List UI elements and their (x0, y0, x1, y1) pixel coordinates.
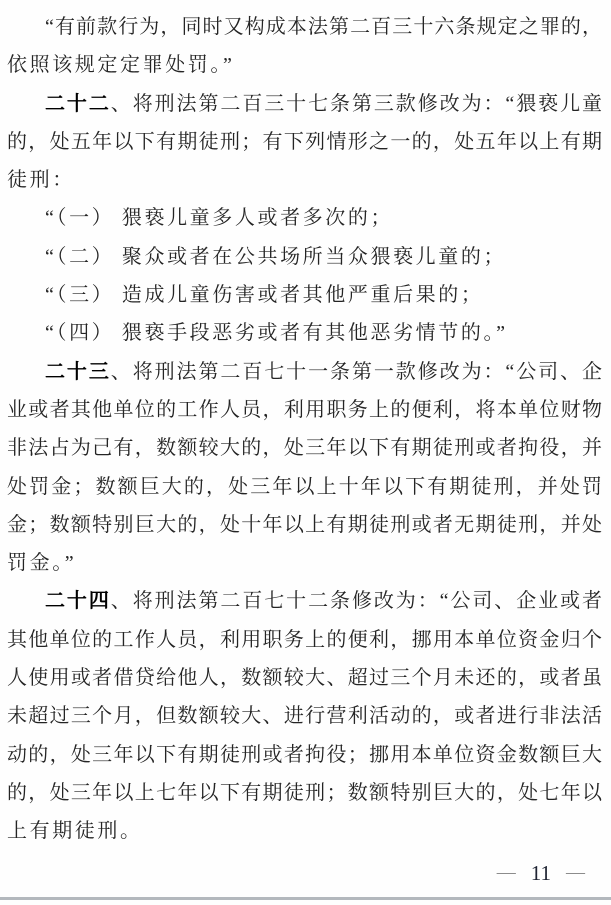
paragraph-line (7, 123, 602, 161)
paragraph-text: 金；数额特别巨大的，处十年以上有期徒刑或者无期徒刑，并处 (7, 513, 602, 536)
paragraph-line (7, 429, 602, 467)
page-number: 11 (530, 861, 551, 885)
paragraph-line (7, 812, 602, 850)
paragraph-text: 的，处五年以下有期徒刑；有下列情形之一的，处五年以上有期 (7, 130, 602, 153)
section-number: 二十二 (45, 92, 111, 115)
paragraph-text: 未超过三个月，但数额较大、进行营利活动的，或者进行非法活 (7, 705, 602, 728)
paragraph-text: 处罚金；数额巨大的，处三年以上十年以下有期徒刑，并处罚 (7, 475, 602, 498)
paragraph-text: 罚金。” (7, 552, 77, 575)
paragraph-line (7, 8, 602, 46)
section-heading-line (7, 582, 602, 620)
list-item-text: “（四） 猥亵手段恶劣或者有其他恶劣情节的。” (45, 322, 508, 345)
paragraph-text: 其他单位的工作人员，利用职务上的便利，挪用本单位资金归个 (7, 628, 602, 651)
paragraph-line (7, 46, 602, 84)
paragraph-text: 的，处三年以上七年以下有期徒刑；数额特别巨大的，处七年以 (7, 781, 602, 804)
paragraph-text: 依照该规定定罪处罚。” (7, 54, 235, 77)
paragraph-line (7, 659, 602, 697)
paragraph-line (7, 774, 602, 812)
paragraph-line (7, 621, 602, 659)
section-number: 二十三 (45, 360, 111, 383)
section-heading-line (7, 85, 602, 123)
paragraph-line (7, 506, 602, 544)
paragraph-text: 业或者其他单位的工作人员，利用职务上的便利，将本单位财物 (7, 398, 602, 421)
paragraph-text: 非法占为己有，数额较大的，处三年以下有期徒刑或者拘役，并 (7, 437, 602, 460)
paragraph-line (7, 544, 602, 582)
paragraph-text: “有前款行为，同时又构成本法第二百三十六条规定之罪的， (45, 16, 602, 38)
section-number: 二十四 (45, 590, 111, 613)
list-item-text: “（三） 造成儿童伤害或者其他严重后果的； (45, 284, 484, 307)
paragraph-line (7, 697, 602, 735)
list-item-line (7, 276, 602, 314)
paragraph-line (7, 161, 602, 199)
paragraph-line (7, 468, 602, 506)
list-item-line (7, 314, 602, 352)
paragraph-text: 、将刑法第二百七十一条第一款修改为：“公司、企 (110, 360, 602, 383)
list-item-line (7, 199, 602, 237)
paragraph-line (7, 736, 602, 774)
footer-dash-left: — (496, 862, 516, 883)
list-item-line (7, 238, 602, 276)
list-item-text: “（一） 猥亵儿童多人或者多次的； (45, 207, 394, 230)
list-item-text: “（二） 聚众或者在公共场所当众猥亵儿童的； (45, 245, 507, 268)
footer-dash-right: — (566, 862, 585, 883)
paragraph-line (7, 391, 602, 429)
paragraph-text: 徒刑： (7, 169, 75, 192)
page-bottom-edge-line (0, 897, 611, 900)
paragraph-text: 动的，处三年以下有期徒刑或者拘役；挪用本单位资金数额巨大 (7, 743, 602, 766)
page-footer (497, 858, 585, 888)
section-heading-line (7, 353, 602, 391)
paragraph-text: 上有期徒刑。 (7, 820, 143, 843)
paragraph-text: 人使用或者借贷给他人，数额较大、超过三个月未还的，或者虽 (7, 667, 602, 690)
paragraph-text: 、将刑法第二百三十七条第三款修改为：“猥亵儿童 (110, 92, 602, 115)
paragraph-text: 、将刑法第二百七十二条修改为：“公司、企业或者 (110, 590, 602, 613)
